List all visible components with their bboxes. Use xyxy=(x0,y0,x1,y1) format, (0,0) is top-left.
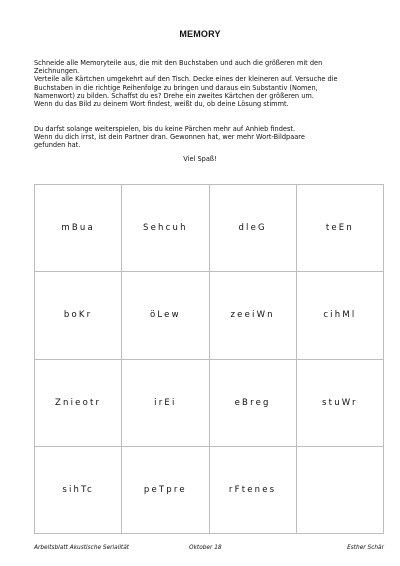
memory-card[interactable]: dleG xyxy=(210,185,297,272)
memory-card[interactable]: zeeiWn xyxy=(210,272,297,359)
memory-card[interactable]: teEn xyxy=(297,185,384,272)
instructions-paragraph xyxy=(34,59,374,108)
memory-card-grid xyxy=(34,184,384,534)
instruction-line: Verteile alle Kärtchen umgekehrt auf den Tisch. Decke eines der kleineren auf. Versuche die xyxy=(34,75,338,84)
instruction-line: Buchstaben in die richtige Reihenfolge zu bringen und daraus ein Substantiv (Nomen, xyxy=(34,83,318,92)
memory-card[interactable]: stuWr xyxy=(297,360,384,447)
rules-line: gefunden hat. xyxy=(34,141,81,150)
footer-date: Oktober 18 xyxy=(189,545,222,551)
memory-card[interactable]: boKr xyxy=(35,272,122,359)
instruction-line: Zeichnungen. xyxy=(34,67,80,76)
memory-card[interactable]: sihTc xyxy=(35,447,122,534)
closing-text: Viel Spaß! xyxy=(183,155,217,163)
instruction-line: Wenn du das Bild zu deinem Wort findest, weißt du, ob deine Lösung stimmt. xyxy=(34,100,289,109)
footer-worksheet-title: Arbeitsblatt Akustische Serialität xyxy=(34,545,130,551)
memory-card[interactable]: Sehcuh xyxy=(122,185,209,272)
memory-card[interactable]: rFtenes xyxy=(210,447,297,534)
memory-card[interactable]: irEi xyxy=(122,360,209,447)
memory-card-empty[interactable] xyxy=(297,447,384,534)
instruction-line: Namenwort) zu bilden. Schaffst du es? Drehe ein zweites Kärtchen der größeren um. xyxy=(34,91,314,100)
memory-card[interactable]: peTpre xyxy=(122,447,209,534)
footer-author: Esther Schär xyxy=(347,545,384,551)
page-title: MEMORY xyxy=(179,29,221,39)
memory-card[interactable]: eBreg xyxy=(210,360,297,447)
rules-line: Wenn du dich irrst, ist dein Partner dran. Gewonnen hat, wer mehr Wort-Bildpaare xyxy=(34,133,305,142)
memory-card[interactable]: öLew xyxy=(122,272,209,359)
rules-line: Du darfst solange weiterspielen, bis du keine Pärchen mehr auf Anhieb findest. xyxy=(34,125,296,133)
memory-card[interactable]: mBua xyxy=(35,185,122,272)
memory-card[interactable]: Znieotr xyxy=(35,360,122,447)
memory-card[interactable]: cihMl xyxy=(297,272,384,359)
instruction-line: Schneide alle Memoryteile aus, die mit den Buchstaben und auch die größeren mit den xyxy=(34,59,323,67)
rules-paragraph xyxy=(34,125,374,150)
